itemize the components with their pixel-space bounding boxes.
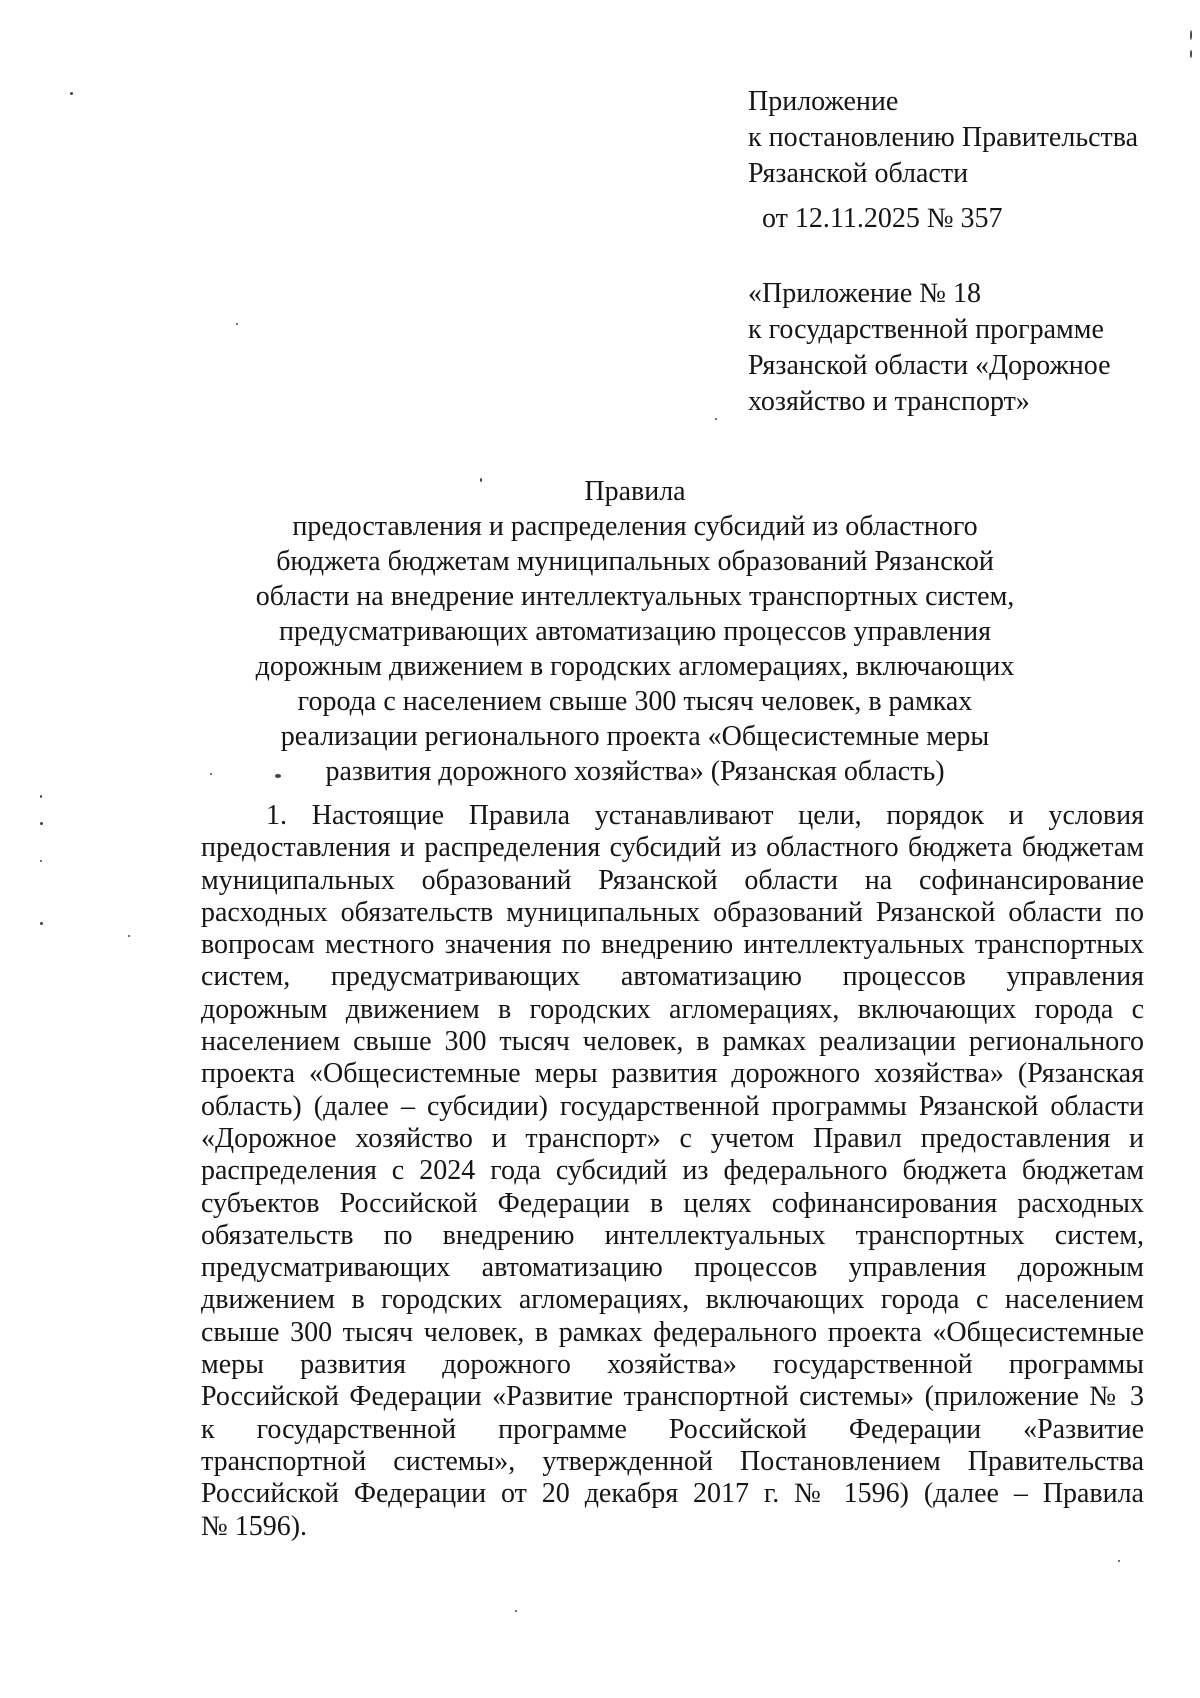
program-appendix-line: к государственной программе [748, 314, 1104, 345]
paragraph-line: обязательств по внедрению интеллектуальных транспортных систем, [201, 1219, 1144, 1251]
program-appendix-header [748, 276, 1168, 420]
paragraph-line: вопросам местного значения по внедрению интеллектуальных транспортных [201, 929, 1144, 961]
appendix-line: Рязанской области [748, 158, 969, 189]
title-heading: Правила [584, 476, 686, 507]
paragraph-line: транспортной системы», утвержденной Постановлением Правительства [201, 1445, 1144, 1477]
paragraph-line: свыше 300 тысяч человек, в рамках федерального проекта «Общесистемные [201, 1316, 1144, 1348]
title-line: города с населением свыше 300 тысяч человек, в рамках [297, 686, 973, 717]
scan-speck [715, 418, 717, 420]
title-line: предоставления и распределения субсидий из областного [292, 511, 978, 542]
paragraph-line: Российской Федерации «Развитие транспортной системы» (приложение № 3 [201, 1381, 1144, 1413]
program-appendix-line: Рязанской области «Дорожное [748, 350, 1111, 381]
scan-speck [40, 922, 43, 925]
scan-speck [128, 935, 130, 937]
paragraph-line: распределения с 2024 года субсидий из федерального бюджета бюджетам [201, 1155, 1144, 1187]
paragraph-line: предоставления и распределения субсидий из областного бюджета бюджетам [201, 832, 1144, 864]
paragraph-line: к государственной программе Российской Федерации «Развитие [201, 1413, 1144, 1445]
scan-speck [275, 774, 281, 778]
scan-speck [1118, 1560, 1120, 1562]
paragraph-line: предусматривающих автоматизацию процессов управления дорожным [201, 1252, 1144, 1284]
paragraph-line: расходных обязательств муниципальных образований Рязанской области по [201, 896, 1144, 928]
paragraph-line: 1. Настоящие Правила устанавливают цели, порядок и условия [266, 800, 1144, 831]
paragraph-line: Российской Федерации от 20 декабря 2017 г. № 1596) (далее – Правила [201, 1478, 1144, 1510]
scan-speck [40, 860, 42, 862]
title-line: развития дорожного хозяйства» (Рязанская область) [325, 756, 945, 787]
title-line: бюджета бюджетам муниципальных образований Рязанской [276, 546, 994, 577]
paragraph-line: населением свыше 300 тысяч человек, в рамках реализации регионального [201, 1026, 1144, 1058]
paragraph-line: проекта «Общесистемные меры развития дорожного хозяйства» (Рязанская [201, 1058, 1144, 1090]
paragraph-line: № 1596). [201, 1510, 308, 1542]
scan-speck [40, 795, 42, 798]
title-line: предусматривающих автоматизацию процессов управления [278, 616, 992, 647]
paragraph-line: дорожным движением в городских агломерациях, включающих города с [201, 993, 1144, 1025]
title-line: области на внедрение интеллектуальных транспортных систем, [255, 581, 1015, 612]
program-appendix-line: хозяйство и транспорт» [748, 386, 1030, 417]
scan-speck [1190, 50, 1192, 58]
appendix-line: Приложение [748, 86, 899, 117]
scan-speck [70, 92, 73, 95]
scan-speck [40, 822, 43, 825]
resolution-date-number: от 12.11.2025 № 357 [762, 203, 1003, 234]
paragraph-line: «Дорожное хозяйство и транспорт» с учетом Правил предоставления и [201, 1122, 1144, 1154]
document-title [200, 474, 1070, 789]
paragraph-line: субъектов Российской Федерации в целях софинансирования расходных [201, 1187, 1144, 1219]
title-line: дорожным движением в городских агломерациях, включающих [255, 651, 1015, 682]
paragraph-line: муниципальных образований Рязанской области на софинансирование [201, 864, 1144, 896]
paragraph-line: меры развития дорожного хозяйства» государственной программы [201, 1349, 1144, 1381]
paragraph-line: область) (далее – субсидии) государственной программы Рязанской области [201, 1090, 1144, 1122]
program-appendix-line: «Приложение № 18 [748, 278, 981, 309]
appendix-line: к постановлению Правительства [748, 122, 1139, 153]
scan-speck [480, 478, 482, 482]
resolution-appendix-header [748, 84, 1168, 237]
scan-speck [210, 773, 212, 775]
paragraph-line: движением в городских агломерациях, включающих города с населением [201, 1284, 1144, 1316]
paragraph-line: систем, предусматривающих автоматизацию процессов управления [201, 961, 1144, 993]
scan-speck [515, 1610, 517, 1612]
paragraph-1 [201, 800, 1144, 1543]
scan-speck [236, 323, 238, 325]
scan-speck [1190, 30, 1192, 40]
title-line: реализации регионального проекта «Общесистемные меры [280, 721, 990, 752]
